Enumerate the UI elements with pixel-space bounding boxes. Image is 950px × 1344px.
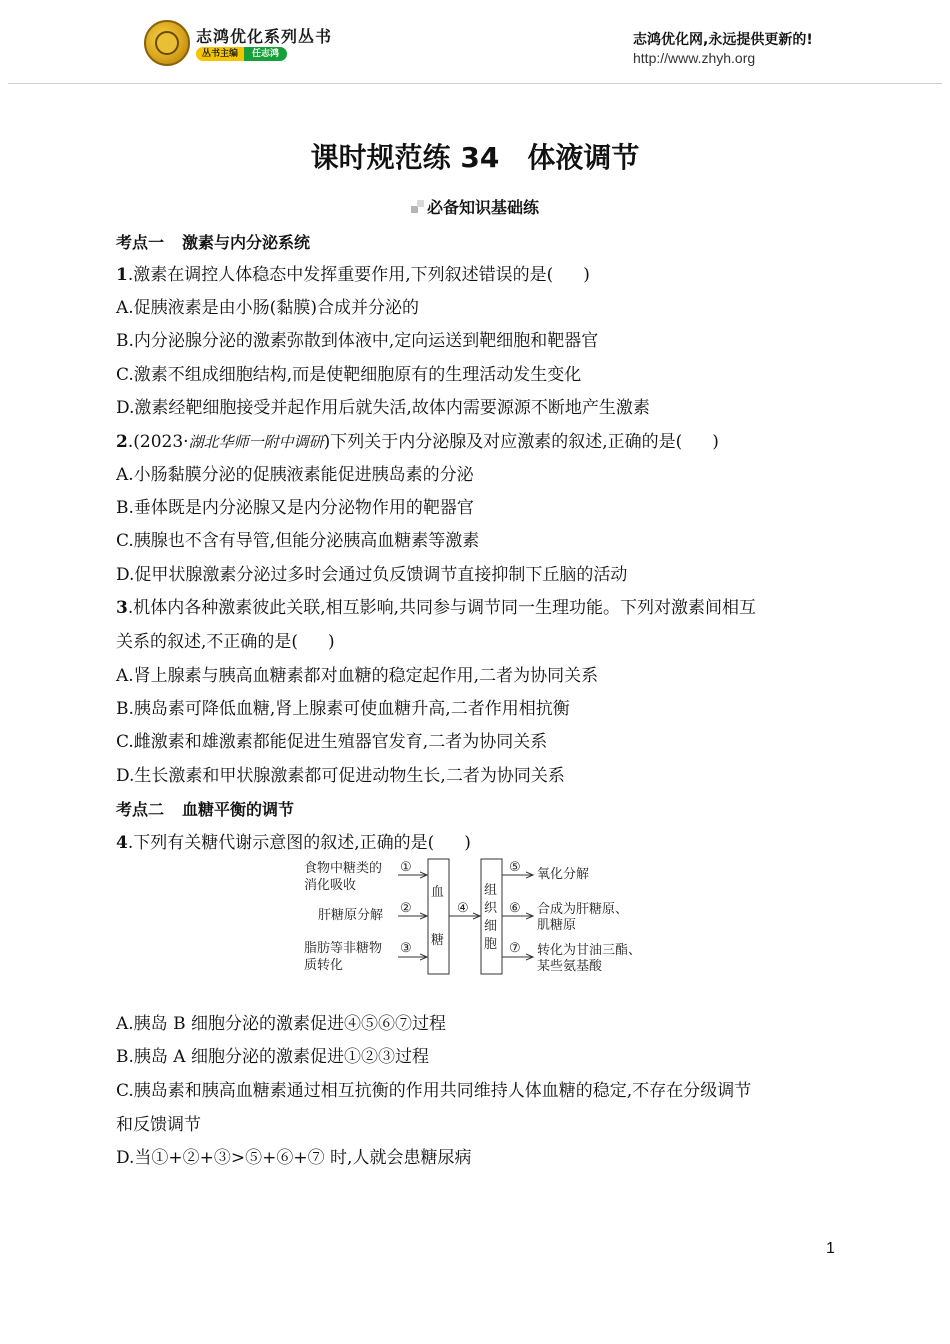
question-2-stem: 2.(2023·湖北华师一附中调研)下列关于内分泌腺及对应激素的叙述,正确的是( ) bbox=[116, 432, 719, 452]
q1-option-a: A.促胰液素是由小肠(黏膜)合成并分泌的 bbox=[116, 298, 419, 318]
label-n1: ① bbox=[400, 860, 412, 875]
label-n5: ⑤ bbox=[509, 860, 521, 875]
tissue-char-3: 细 bbox=[484, 919, 498, 934]
glucose-metabolism-diagram bbox=[300, 855, 660, 980]
question-1-stem: 1.激素在调控人体稳态中发挥重要作用,下列叙述错误的是( ) bbox=[116, 265, 590, 285]
source-1-line1: 食物中糖类的 bbox=[304, 861, 383, 876]
header-slogan: 志鸿优化网,永远提供更新的! bbox=[633, 32, 813, 48]
q2-option-b: B.垂体既是内分泌腺又是内分泌物作用的靶器官 bbox=[116, 498, 474, 518]
output-6-line2: 肌糖原 bbox=[537, 918, 577, 933]
blood-sugar-box bbox=[428, 859, 449, 974]
tissue-char-1: 组 bbox=[484, 883, 498, 898]
q4-option-a: A.胰岛 B 细胞分泌的激素促进④⑤⑥⑦过程 bbox=[116, 1014, 446, 1034]
q2-option-a: A.小肠黏膜分泌的促胰液素能促进胰岛素的分泌 bbox=[116, 465, 474, 485]
blood-sugar-char-2: 糖 bbox=[431, 933, 445, 948]
label-n7: ⑦ bbox=[509, 941, 521, 956]
question-source: 湖北华师一附中调研 bbox=[188, 433, 324, 451]
publisher-logo-icon bbox=[144, 20, 190, 66]
question-3-stem-line1: 3.机体内各种激素彼此关联,相互影响,共同参与调节同一生理功能。下列对激素间相互 bbox=[116, 598, 757, 618]
q1-option-c: C.激素不组成细胞结构,而是使靶细胞原有的生理活动发生变化 bbox=[116, 365, 582, 385]
q4-option-c-line2: 和反馈调节 bbox=[116, 1115, 201, 1135]
output-7-line2: 某些氨基酸 bbox=[537, 959, 603, 974]
q1-option-d: D.激素经靶细胞接受并起作用后就失活,故体内需要源源不断地产生激素 bbox=[116, 398, 650, 418]
q2-option-d: D.促甲状腺激素分泌过多时会通过负反馈调节直接抑制下丘脑的活动 bbox=[116, 565, 628, 585]
section-subtitle bbox=[0, 195, 950, 218]
header-website-link[interactable]: http://www.zhyh.org bbox=[633, 50, 756, 66]
label-n6: ⑥ bbox=[509, 901, 521, 916]
header-divider bbox=[8, 83, 942, 84]
section-heading-1: 考点一 激素与内分泌系统 bbox=[116, 233, 311, 252]
section-heading-2: 考点二 血糖平衡的调节 bbox=[116, 800, 295, 819]
source-3-line1: 脂肪等非糖物 bbox=[304, 941, 383, 956]
series-editor-label: 丛书主编 bbox=[196, 47, 244, 61]
source-1-line2: 消化吸收 bbox=[304, 878, 357, 893]
question-3-stem-line2: 关系的叙述,不正确的是( ) bbox=[116, 632, 335, 652]
q3-option-a: A.肾上腺素与胰高血糖素都对血糖的稳定起作用,二者为协同关系 bbox=[116, 666, 599, 686]
label-n2: ② bbox=[400, 901, 412, 916]
page-title: 课时规范练 34 体液调节 bbox=[310, 141, 640, 174]
label-n3: ③ bbox=[400, 941, 412, 956]
series-editor-badge bbox=[196, 47, 287, 61]
output-5: 氧化分解 bbox=[537, 867, 590, 882]
square-bullet-icon bbox=[411, 200, 425, 214]
subtitle-text: 必备知识基础练 bbox=[426, 198, 539, 217]
q3-option-b: B.胰岛素可降低血糖,肾上腺素可使血糖升高,二者作用相抗衡 bbox=[116, 699, 570, 719]
q4-option-b: B.胰岛 A 细胞分泌的激素促进①②③过程 bbox=[116, 1047, 429, 1067]
page-number: 1 bbox=[826, 1240, 835, 1257]
output-6-line1: 合成为肝糖原、 bbox=[537, 902, 629, 917]
tissue-char-4: 胞 bbox=[484, 937, 498, 952]
output-7-line1: 转化为甘油三酯、 bbox=[537, 943, 642, 958]
source-2: 肝糖原分解 bbox=[318, 908, 384, 923]
page-header bbox=[0, 0, 950, 85]
source-3-line2: 质转化 bbox=[304, 958, 344, 973]
q4-option-c-line1: C.胰岛素和胰高血糖素通过相互抗衡的作用共同维持人体血糖的稳定,不存在分级调节 bbox=[116, 1081, 752, 1101]
series-title: 志鸿优化系列丛书 bbox=[196, 27, 333, 46]
question-4-stem: 4.下列有关糖代谢示意图的叙述,正确的是( ) bbox=[116, 833, 471, 853]
series-editor-name: 任志鸿 bbox=[244, 47, 287, 61]
q2-option-c: C.胰腺也不含有导管,但能分泌胰高血糖素等激素 bbox=[116, 531, 480, 551]
q3-option-c: C.雌激素和雄激素都能促进生殖器官发育,二者为协同关系 bbox=[116, 732, 548, 752]
q3-option-d: D.生长激素和甲状腺激素都可促进动物生长,二者为协同关系 bbox=[116, 766, 565, 786]
q4-option-d: D.当①+②+③>⑤+⑥+⑦ 时,人就会患糖尿病 bbox=[116, 1148, 472, 1168]
tissue-char-2: 织 bbox=[484, 901, 498, 916]
label-n4: ④ bbox=[457, 901, 469, 916]
q1-option-b: B.内分泌腺分泌的激素弥散到体液中,定向运送到靶细胞和靶器官 bbox=[116, 331, 599, 351]
blood-sugar-char-1: 血 bbox=[431, 885, 445, 900]
